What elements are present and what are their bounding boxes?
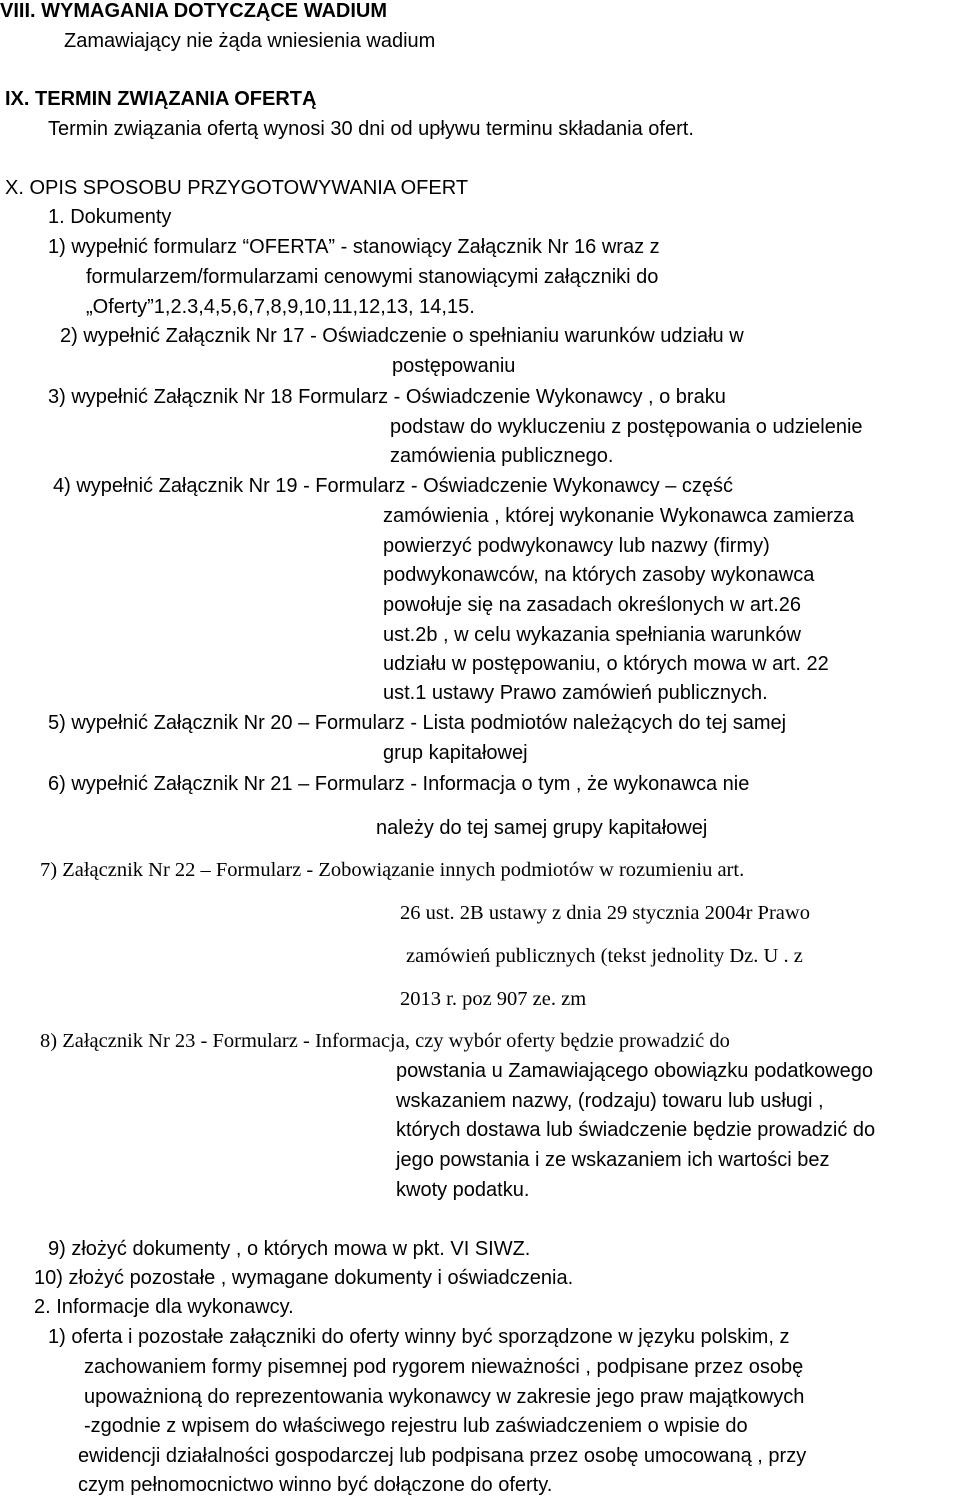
- item-7-line: zamówień publicznych (tekst jednolity Dz. U . z: [406, 945, 803, 967]
- info-1-line: czym pełnomocnictwo winno być dołączone do oferty.: [78, 1474, 553, 1496]
- item-4-line: podwykonawców, na których zasoby wykonawca: [383, 564, 815, 586]
- item-7-line: 7) Załącznik Nr 22 – Formularz - Zobowiązanie innych podmiotów w rozumieniu art.: [40, 859, 745, 881]
- subsection-1-title: 1. Dokumenty: [48, 206, 172, 228]
- item-9-line: 9) złożyć dokumenty , o których mowa w pkt. VI SIWZ.: [48, 1238, 531, 1260]
- info-1-line: zachowaniem formy pisemnej pod rygorem nieważności , podpisane przez osobę: [84, 1356, 804, 1378]
- item-4-line: powołuje się na zasadach określonych w art.26: [383, 594, 802, 616]
- item-5-line: grup kapitałowej: [383, 742, 528, 764]
- item-4-line: 4) wypełnić Załącznik Nr 19 - Formularz - Oświadczenie Wykonawcy – część: [53, 475, 734, 497]
- info-1-line: ewidencji działalności gospodarczej lub podpisana przez osobę umocowaną , przy: [78, 1445, 807, 1467]
- info-1-line: 1) oferta i pozostałe załączniki do oferty winny być sporządzone w języku polskim, z: [48, 1326, 790, 1348]
- item-2-line: 2) wypełnić Załącznik Nr 17 - Oświadczenie o spełnianiu warunków udziału w: [60, 325, 744, 347]
- item-2-line: postępowaniu: [392, 355, 516, 377]
- item-8-line: powstania u Zamawiającego obowiązku podatkowego: [396, 1060, 873, 1082]
- item-4-line: zamówienia , której wykonanie Wykonawca zamierza: [383, 505, 855, 527]
- item-7-line: 26 ust. 2B ustawy z dnia 29 stycznia 2004r Prawo: [400, 902, 810, 924]
- item-8-line: 8) Załącznik Nr 23 - Formularz - Informacja, czy wybór oferty będzie prowadzić do: [40, 1030, 730, 1052]
- item-10-line: 10) złożyć pozostałe , wymagane dokumenty i oświadczenia.: [34, 1267, 574, 1289]
- info-1-line: -zgodnie z wpisem do właściwego rejestru lub zaświadczeniem o wpisie do: [84, 1415, 748, 1437]
- item-3-line: 3) wypełnić Załącznik Nr 18 Formularz - Oświadczenie Wykonawcy , o braku: [48, 386, 726, 408]
- section-8-text: Zamawiający nie żąda wniesienia wadium: [64, 30, 436, 52]
- item-8-line: wskazaniem nazwy, (rodzaju) towaru lub usługi ,: [396, 1090, 824, 1112]
- item-4-line: ust.1 ustawy Prawo zamówień publicznych.: [383, 682, 768, 704]
- item-8-line: których dostawa lub świadczenie będzie prowadzić do: [396, 1119, 876, 1141]
- item-7-line: 2013 r. poz 907 ze. zm: [400, 988, 587, 1010]
- item-3-line: zamówienia publicznego.: [390, 445, 614, 467]
- section-9-text: Termin związania ofertą wynosi 30 dni od upływu terminu składania ofert.: [48, 118, 694, 140]
- item-1-line: 1) wypełnić formularz “OFERTA” - stanowiący Załącznik Nr 16 wraz z: [48, 236, 660, 258]
- item-4-line: ust.2b , w celu wykazania spełniania warunków: [383, 624, 801, 646]
- section-8-heading: VIII. WYMAGANIA DOTYCZĄCE WADIUM: [0, 0, 388, 22]
- item-1-line: „Oferty”1,2.3,4,5,6,7,8,9,10,11,12,13, 14,15.: [86, 296, 475, 318]
- subsection-2-title: 2. Informacje dla wykonawcy.: [34, 1296, 294, 1318]
- info-1-line: upoważnioną do reprezentowania wykonawcy w zakresie jego praw majątkowych: [84, 1386, 805, 1408]
- item-3-line: podstaw do wykluczeniu z postępowania o udzielenie: [390, 416, 863, 438]
- item-4-line: udziału w postępowaniu, o których mowa w art. 22: [383, 653, 829, 675]
- item-1-line: formularzem/formularzami cenowymi stanowiącymi załączniki do: [86, 266, 659, 288]
- item-6-line: 6) wypełnić Załącznik Nr 21 – Formularz - Informacja o tym , że wykonawca nie: [48, 773, 750, 795]
- item-4-line: powierzyć podwykonawcy lub nazwy (firmy): [383, 535, 770, 557]
- section-9-heading: IX. TERMIN ZWIĄZANIA OFERTĄ: [5, 88, 317, 110]
- item-8-line: jego powstania i ze wskazaniem ich wartości bez: [396, 1149, 830, 1171]
- section-10-heading: X. OPIS SPOSOBU PRZYGOTOWYWANIA OFERT: [5, 177, 469, 199]
- item-6-line: należy do tej samej grupy kapitałowej: [376, 817, 708, 839]
- item-8-line: kwoty podatku.: [396, 1179, 530, 1201]
- item-5-line: 5) wypełnić Załącznik Nr 20 – Formularz - Lista podmiotów należących do tej samej: [48, 712, 787, 734]
